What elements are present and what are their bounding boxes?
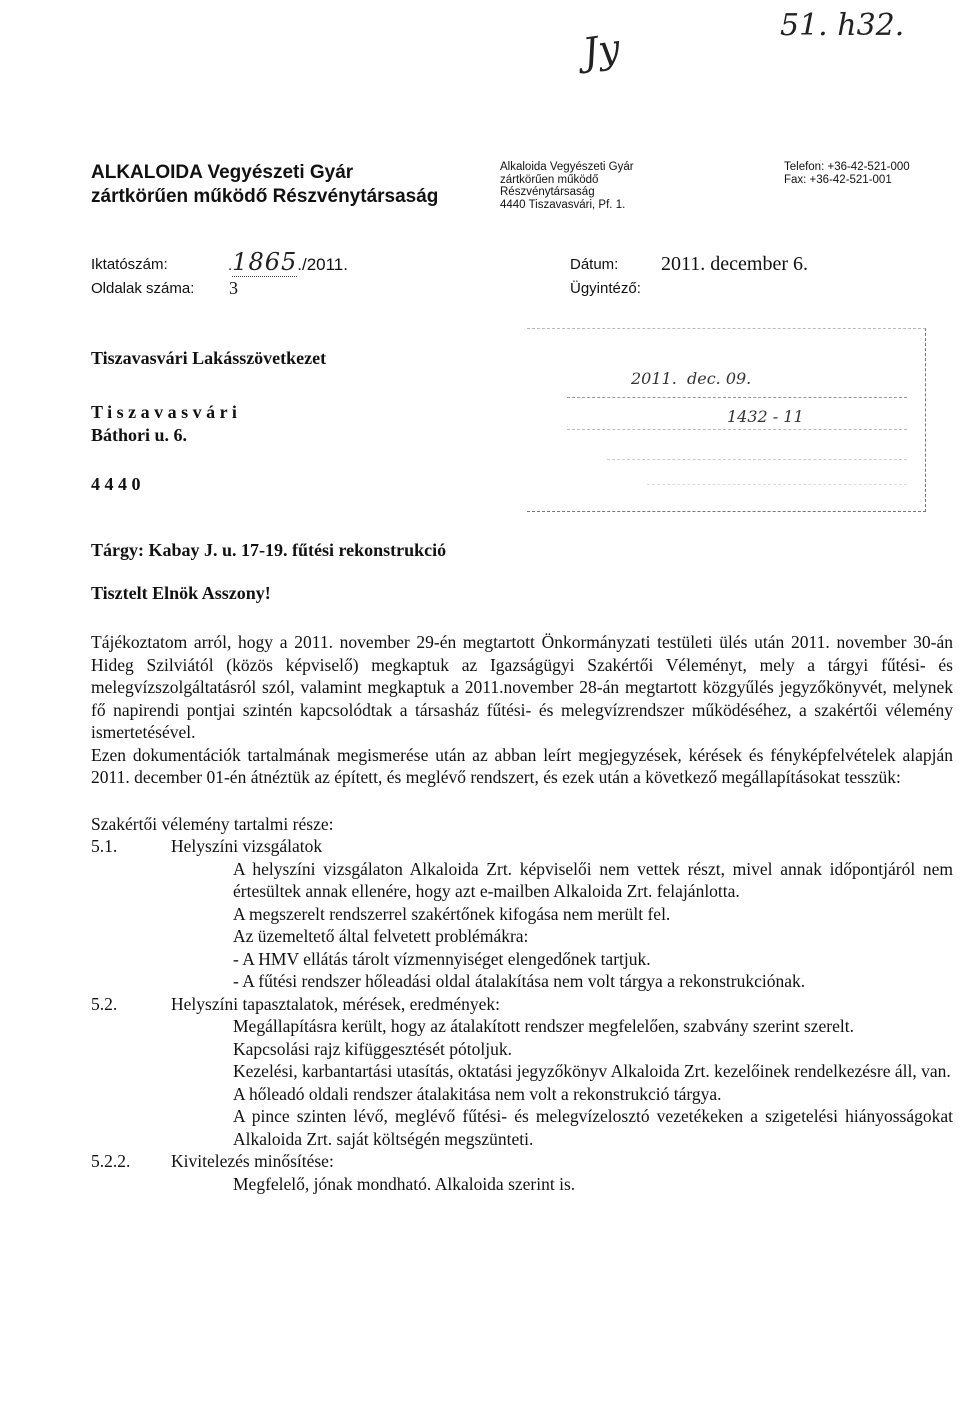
company-name: [91, 161, 438, 209]
registry-number-label: Iktatószám:: [91, 256, 168, 273]
salutation: Tisztelt Elnök Asszony!: [91, 583, 271, 603]
date-label: Dátum:: [570, 256, 619, 273]
stamp-received-date: 2011. dec. 09.: [631, 369, 752, 388]
registry-number-year: ./2011.: [297, 255, 348, 274]
address-line: Részvénytársaság: [500, 186, 595, 198]
content-line: A megszerelt rendszerrel szakértőnek kifogása nem merült fel.: [233, 903, 671, 924]
stamp-line: [567, 429, 907, 430]
case-officer-label: Ügyintéző:: [570, 280, 641, 297]
section-5-2: [91, 993, 953, 1016]
content-line: - A HMV ellátás tárolt vízmennyiséget elengedőnek tartjuk.: [233, 948, 651, 969]
section-5-2-content: [91, 1015, 953, 1150]
section-number: 5.2.2.: [91, 1151, 131, 1171]
content-line: Kezelési, karbantartási utasítás, oktatási jegyzőkönyv Alkaloida Zrt. kezelőinek rendelkezésre áll, van.: [233, 1061, 951, 1081]
address-line: 4440 Tiszavasvári, Pf. 1.: [500, 198, 626, 211]
registry-number-handwritten: 1865: [232, 248, 298, 276]
recipient-city: T i s z a v a s v á r i: [91, 402, 237, 422]
address-line: zártkörűen működő: [500, 173, 599, 186]
findings-paragraph: Ezen dokumentációk tartalmának megismerése után az abban leírt megjegyzések, kérések és fényképfelvételek alapján 2011. december 01-én átnéztük az épített, és meglévő rendszert, és ezek után a következő megállapításokat tesszük:: [91, 744, 953, 787]
content-line: - A fűtési rendszer hőleadási oldal átalakítása nem volt tárgya a rekonstrukciónak.: [233, 971, 806, 991]
section-5-2-2-content: [91, 1173, 953, 1196]
date-value: 2011. december 6.: [661, 253, 808, 275]
subject-line: Tárgy: Kabay J. u. 17-19. fűtési rekonstrukció: [91, 540, 447, 560]
recipient-address: [91, 348, 326, 495]
recipient-zip: 4 4 4 0: [91, 474, 141, 494]
intro-paragraph: Tájékoztatom arról, hogy a 2011. november 29-én megtartott Önkormányzati testületi ülés után 2011. november 30-án Hideg Szilviától (közös képviselő) megkaptuk az Igazságügyi Szakértői Véleményt, mely a tárgyi fűtési- és melegvízszolgáltatásról szól, valamint megkaptuk a 2011.november 28-án megtartott közgyűlés jegyzőkönyvét, melynek fő napirendi pontjai szintén kapcsolódtak a társasház fűtési- és melegvízrendszer működéséhez, a szakértői vélemény ismertetésével.: [91, 632, 953, 742]
section-5-1-content: [91, 858, 953, 993]
section-5-1: [91, 835, 953, 858]
fax-number: Fax: +36-42-521-001: [784, 173, 892, 186]
registry-number: [228, 248, 348, 277]
handwritten-reference: 51. h32.: [780, 8, 905, 43]
recipient-street: Báthori u. 6.: [91, 425, 188, 445]
section-heading: Helyszíni vizsgálatok: [171, 836, 323, 856]
company-name-line2: zártkörűen működő Részvénytársaság: [91, 186, 439, 207]
content-line: Az üzemeltető által felvetett problémákra:: [233, 926, 529, 946]
content-line: A hőleadó oldali rendszer átalakitása nem volt a rekonstrukció tárgya.: [233, 1083, 722, 1104]
section-number: 5.1.: [91, 836, 118, 856]
content-line: Kapcsolási rajz kifüggesztését pótoljuk.: [233, 1038, 512, 1059]
section-number: 5.2.: [91, 993, 118, 1014]
content-line: A pince szinten lévő, meglévő fűtési- és melegvízelosztó vezetékeken a szigetelési hiányosságokat Alkaloida Zrt. saját költségén megszünteti.: [233, 1106, 953, 1149]
section-heading: Kivitelezés minősítése:: [171, 1151, 334, 1171]
company-name-line1: ALKALOIDA Vegyészeti Gyár: [91, 162, 354, 183]
page-count-label: Oldalak száma:: [91, 280, 195, 297]
recipient-name: Tiszavasvári Lakásszövetkezet: [91, 348, 327, 368]
address-line: Alkaloida Vegyészeti Gyár: [500, 161, 634, 173]
section-title: Szakértői vélemény tartalmi része:: [91, 813, 334, 834]
stamp-line: [647, 484, 907, 485]
received-stamp: [527, 328, 926, 512]
page-count-value: 3: [229, 278, 238, 298]
registry-number-dots: .: [228, 257, 233, 274]
handwritten-initials: Jy: [580, 25, 623, 75]
company-address: [500, 161, 634, 211]
letter-body: [91, 631, 953, 1195]
phone-number: Telefon: +36-42-521-000: [784, 161, 910, 173]
stamp-line: [567, 397, 907, 398]
section-heading: Helyszíni tapasztalatok, mérések, eredmények:: [171, 993, 500, 1014]
stamp-line: [607, 459, 907, 460]
content-line: A helyszíni vizsgálaton Alkaloida Zrt. képviselői nem vettek részt, mivel annak időpontjáról nem értesültek annak ellenére, hogy azt e-mailben Alkaloida Zrt. felajánlotta.: [233, 858, 953, 901]
section-5-2-2: [91, 1150, 953, 1173]
stamp-registry-number: 1432 - 11: [727, 407, 804, 426]
company-contact: [784, 161, 910, 186]
content-line: Megfelelő, jónak mondható. Alkaloida szerint is.: [233, 1173, 576, 1194]
content-line: Megállapításra került, hogy az átalakított rendszer megfelelően, szabvány szerint szerelt.: [233, 1016, 854, 1036]
